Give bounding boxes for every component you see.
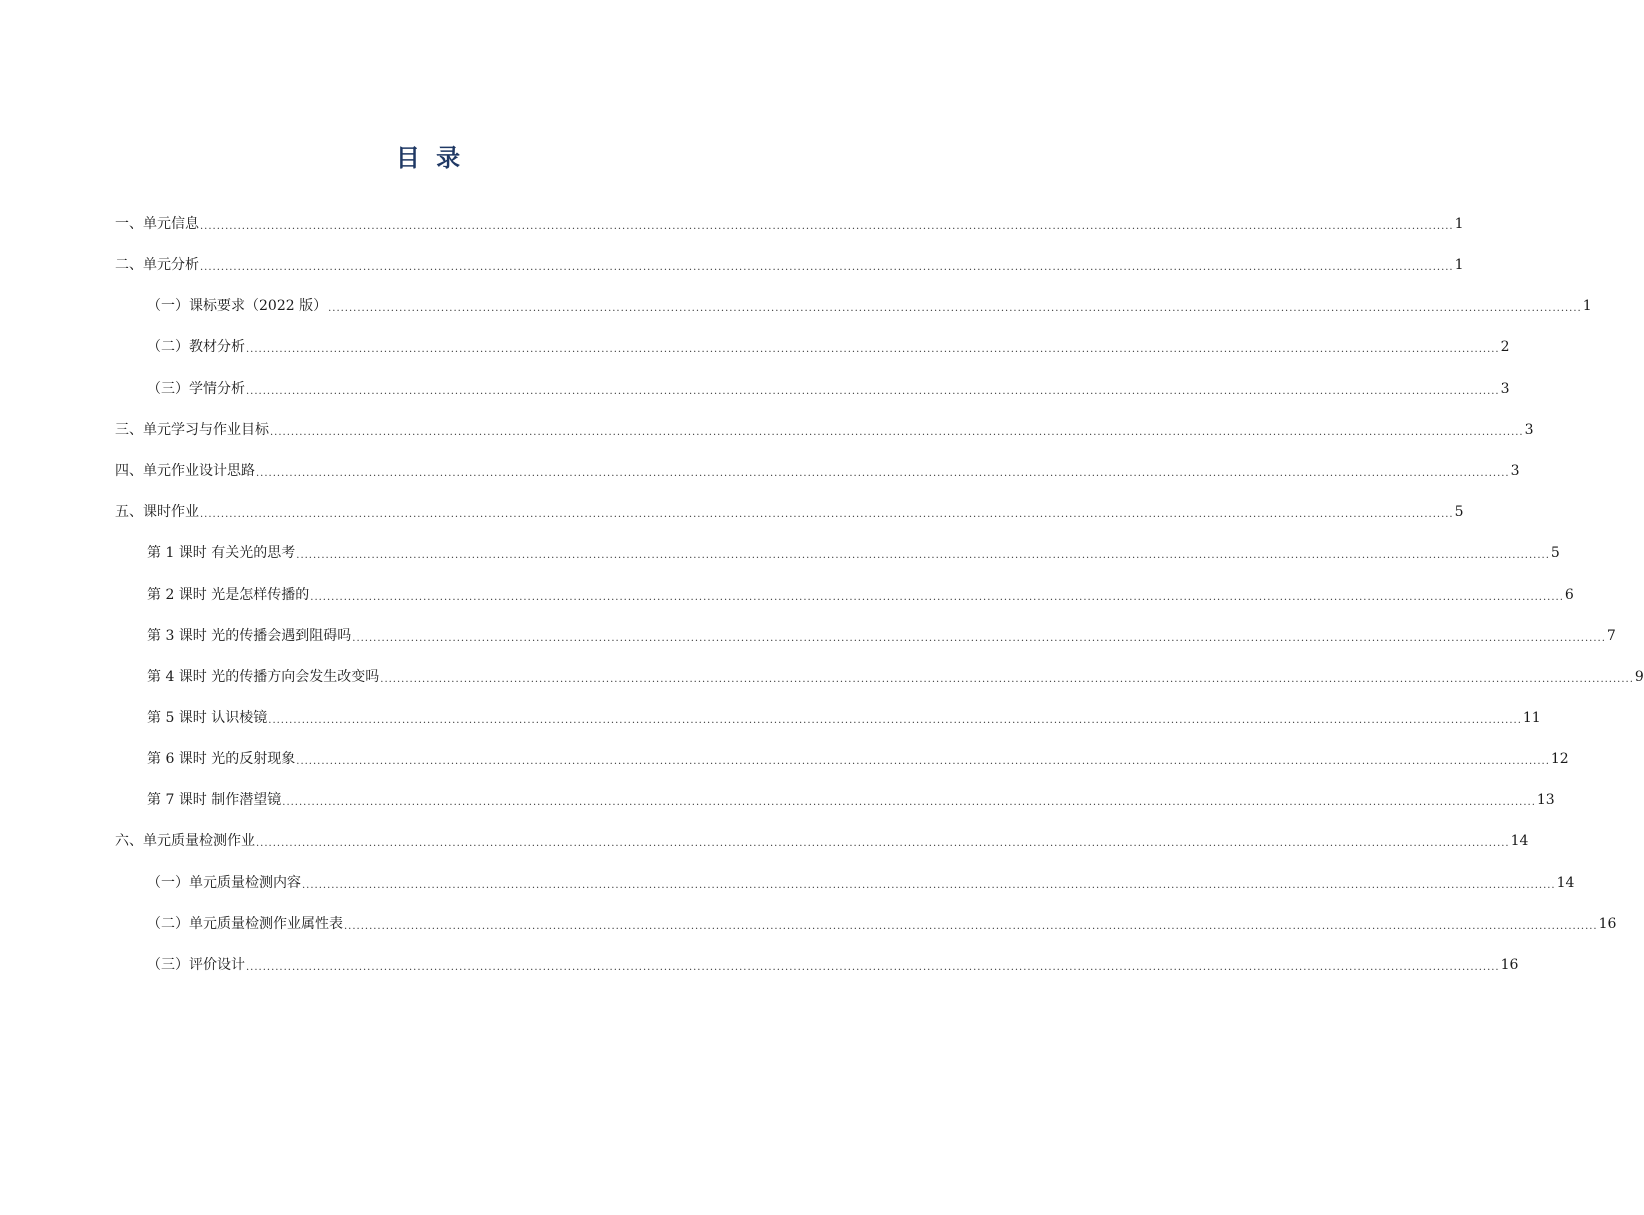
dot-leader: ............................................................................................................................................................................................................................................................................................................ (270, 427, 1524, 438)
toc-entry-page: 5 (1550, 545, 1560, 561)
dot-leader: ............................................................................................................................................................................................................................................................................................................ (352, 633, 1606, 644)
toc-entry-page: 14 (1510, 833, 1529, 849)
dot-leader: ............................................................................................................................................................................................................................................................................................................ (246, 962, 1500, 973)
toc-entry-page: 6 (1564, 587, 1574, 603)
page-title: 目 录 (395, 144, 465, 172)
toc-entry[interactable] (147, 295, 1592, 317)
toc-entry-label: （三）评价设计 (147, 957, 245, 973)
toc-entry-label: 第 3 课时 光的传播会遇到阻碍吗 (147, 628, 352, 644)
toc-entry-page: 3 (1524, 422, 1534, 438)
toc-entry-page: 12 (1550, 751, 1569, 767)
toc-entry-label: 第 1 课时 有关光的思考 (147, 545, 296, 561)
dot-leader: ............................................................................................................................................................................................................................................................................................................ (200, 221, 1454, 232)
dot-leader: ............................................................................................................................................................................................................................................................................................................ (246, 344, 1500, 355)
dot-leader: ............................................................................................................................................................................................................................................................................................................ (200, 509, 1454, 520)
toc-entry-label: （一）课标要求（2022 版） (147, 298, 328, 314)
toc-entry-page: 13 (1536, 792, 1555, 808)
toc-entry-page: 9 (1634, 669, 1644, 685)
toc-entry-page: 2 (1500, 339, 1510, 355)
dot-leader: ............................................................................................................................................................................................................................................................................................................ (256, 838, 1510, 849)
toc-entry[interactable] (147, 748, 1569, 770)
toc-entry[interactable] (115, 460, 1520, 482)
toc-entry-page: 3 (1510, 463, 1520, 479)
toc-entry[interactable] (115, 213, 1464, 235)
toc-entry-page: 3 (1500, 381, 1510, 397)
toc-entry[interactable] (147, 625, 1616, 647)
toc-entry[interactable] (147, 666, 1644, 688)
toc-entry-label: （一）单元质量检测内容 (147, 875, 301, 891)
toc-entry-label: 四、单元作业设计思路 (115, 463, 255, 479)
toc-entry[interactable] (147, 913, 1617, 935)
toc-entry-page: 16 (1500, 957, 1519, 973)
toc-entry-label: （三）学情分析 (147, 381, 245, 397)
toc-entry-label: 第 4 课时 光的传播方向会发生改变吗 (147, 669, 380, 685)
dot-leader: ............................................................................................................................................................................................................................................................................................................ (268, 715, 1522, 726)
toc-entry-page: 1 (1582, 298, 1592, 314)
dot-leader: ............................................................................................................................................................................................................................................................................................................ (380, 674, 1634, 685)
dot-leader: ............................................................................................................................................................................................................................................................................................................ (296, 550, 1550, 561)
toc-entry-label: （二）单元质量检测作业属性表 (147, 916, 343, 932)
dot-leader: ............................................................................................................................................................................................................................................................................................................ (246, 386, 1500, 397)
toc-entry-page: 11 (1522, 710, 1541, 726)
toc-entry-label: 第 6 课时 光的反射现象 (147, 751, 296, 767)
toc-entry-page: 7 (1606, 628, 1616, 644)
toc-entry-label: 三、单元学习与作业目标 (115, 422, 269, 438)
dot-leader: ............................................................................................................................................................................................................................................................................................................ (328, 303, 1582, 314)
dot-leader: ............................................................................................................................................................................................................................................................................................................ (310, 592, 1564, 603)
dot-leader: ............................................................................................................................................................................................................................................................................................................ (200, 262, 1454, 273)
toc-entry-label: 六、单元质量检测作业 (115, 833, 255, 849)
toc-entry[interactable] (115, 419, 1534, 441)
dot-leader: ............................................................................................................................................................................................................................................................................................................ (302, 880, 1556, 891)
toc-entry-label: 五、课时作业 (115, 504, 199, 520)
toc-entry[interactable] (147, 542, 1560, 564)
dot-leader: ............................................................................................................................................................................................................................................................................................................ (282, 797, 1536, 808)
dot-leader: ............................................................................................................................................................................................................................................................................................................ (256, 468, 1510, 479)
toc-entry-label: 一、单元信息 (115, 216, 199, 232)
toc-entry[interactable] (147, 789, 1555, 811)
toc-entry-label: 第 7 课时 制作潜望镜 (147, 792, 282, 808)
dot-leader: ............................................................................................................................................................................................................................................................................................................ (296, 756, 1550, 767)
toc-entry[interactable] (115, 830, 1529, 852)
toc-entry[interactable] (147, 872, 1575, 894)
toc-entry[interactable] (147, 707, 1541, 729)
toc-entry-page: 1 (1454, 257, 1464, 273)
dot-leader: ............................................................................................................................................................................................................................................................................................................ (344, 921, 1598, 932)
toc-entry[interactable] (115, 254, 1464, 276)
toc-entry-page: 16 (1598, 916, 1617, 932)
toc-entry-label: 第 5 课时 认识棱镜 (147, 710, 268, 726)
toc-entry-page: 5 (1454, 504, 1464, 520)
toc-entry[interactable] (147, 336, 1510, 358)
toc-entry[interactable] (147, 584, 1574, 606)
toc-entry[interactable] (115, 501, 1464, 523)
toc-entry[interactable] (147, 954, 1519, 976)
toc-entry[interactable] (147, 378, 1510, 400)
toc-entry-label: （二）教材分析 (147, 339, 245, 355)
toc-entry-page: 14 (1556, 875, 1575, 891)
toc-entry-page: 1 (1454, 216, 1464, 232)
toc-entry-label: 二、单元分析 (115, 257, 199, 273)
toc-entry-label: 第 2 课时 光是怎样传播的 (147, 587, 310, 603)
